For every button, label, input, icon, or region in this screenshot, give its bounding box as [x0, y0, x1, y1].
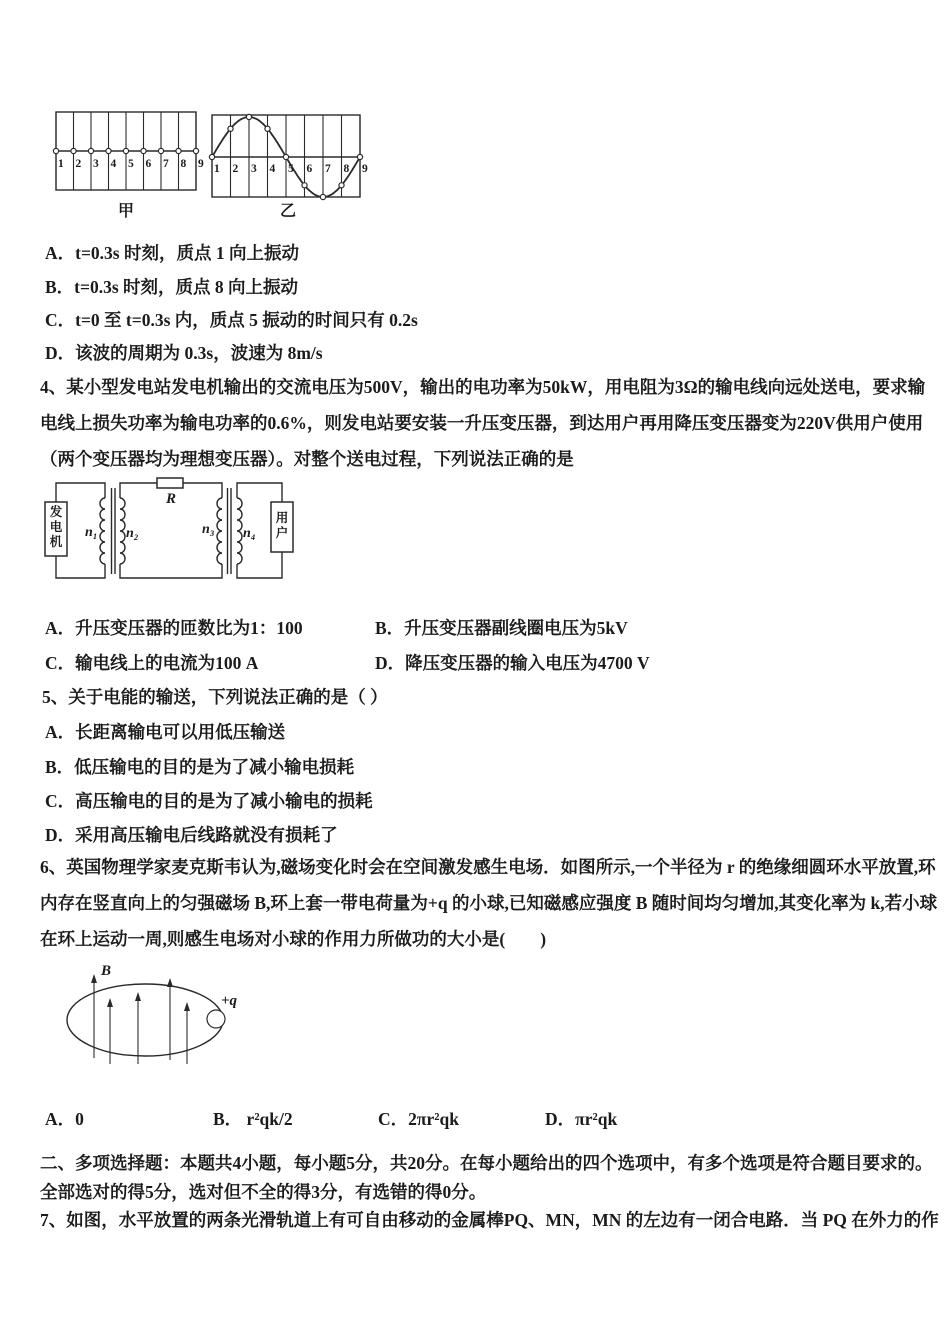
svg-text:7: 7	[163, 158, 169, 170]
svg-text:5: 5	[288, 163, 294, 175]
q6-option-b: B． r²qk/2	[213, 1109, 293, 1129]
svg-text:6: 6	[306, 163, 313, 175]
svg-text:3: 3	[251, 163, 257, 175]
coil-n4-label: n₄	[243, 526, 256, 541]
coil-n2	[120, 498, 125, 564]
gen-loop-bottom-wire	[56, 556, 105, 578]
svg-text:4: 4	[269, 163, 276, 175]
line-bottom-wire	[120, 564, 222, 578]
jia-panel	[53, 112, 204, 220]
user-label: 用户	[275, 511, 289, 540]
svg-text:9: 9	[198, 158, 204, 170]
svg-text:9: 9	[362, 163, 368, 175]
q4-stem-line-3: （两个变压器均为理想变压器）。对整个送电过程，下列说法正确的是	[40, 449, 574, 469]
q5-option-c: C．高压输电的目的是为了减小输电的损耗	[45, 791, 373, 811]
svg-text:1: 1	[214, 163, 220, 175]
svg-text:5: 5	[128, 158, 134, 170]
coil-n2-label: n₂	[126, 526, 139, 541]
q6-option-a: A．0	[45, 1109, 84, 1129]
q4-stem-line-1: 4、某小型发电站发电机输出的交流电压为500V，输出的电功率为50kW，用电阻为3Ω的输电线向远处送电，要求输	[40, 377, 926, 397]
q3-option-b: B．t=0.3s 时刻，质点 8 向上振动	[45, 277, 299, 297]
q4-option-c: C．输电线上的电流为100 A	[45, 653, 259, 673]
yi-label: 乙	[279, 203, 297, 220]
q4-option-a: A．升压变压器的匝数比为1：100	[45, 618, 303, 638]
q4-stem-line-2: 电线上损失功率为输电功率的0.6%，则发电站要安装一升压变压器，到达用户再用降压变压器变为220V供用户使用	[40, 413, 924, 433]
line-top-wire-right	[183, 483, 222, 498]
user-loop-bottom-wire	[237, 552, 282, 578]
ring-ellipse	[67, 984, 223, 1056]
svg-text:3: 3	[93, 158, 99, 170]
charge-ball	[207, 1010, 225, 1028]
resistor-label: R	[166, 491, 177, 507]
field-arrowhead-2	[107, 998, 113, 1007]
q5-option-a: A．长距离输电可以用低压输送	[45, 722, 286, 742]
line-resistor	[157, 478, 183, 488]
coil-n3-label: n₃	[202, 522, 215, 537]
q6-stem-line-3: 在环上运动一周,则感生电场对小球的作用力所做功的大小是( )	[40, 929, 547, 949]
generator-label: 发电机	[49, 505, 63, 549]
gen-loop-top-wire	[56, 483, 105, 502]
jia-label: 甲	[117, 203, 135, 220]
user-loop-top-wire	[237, 483, 282, 502]
svg-text:8: 8	[343, 163, 350, 175]
circuit-figure	[35, 470, 305, 600]
coil-n1-label: n₁	[85, 525, 98, 540]
q6-option-c: C．2πr²qk	[378, 1109, 459, 1129]
q5-option-d: D．采用高压输电后线路就没有损耗了	[45, 825, 338, 845]
q3-option-a: A．t=0.3s 时刻，质点 1 向上振动	[45, 243, 299, 263]
q6-option-d: D．πr²qk	[545, 1109, 618, 1129]
q5-stem: 5、关于电能的输送，下列说法正确的是（ ）	[42, 687, 388, 707]
q6-stem-line-2: 内存在竖直向上的匀强磁场 B,环上套一带电荷量为+q 的小球,已知磁感应强度 B 随时间均匀增加,其变化率为 k,若小球	[40, 893, 938, 913]
field-arrowhead-3	[135, 992, 141, 1001]
yi-panel	[209, 114, 368, 220]
field-label: B	[101, 963, 112, 979]
section2-header-line-2: 全部选对的得5分，选对但不全的得3分，有选错的得0分。	[40, 1182, 487, 1202]
coil-n1	[100, 498, 105, 564]
wave-figure	[50, 104, 372, 222]
svg-text:7: 7	[325, 163, 331, 175]
q7-stem-line-1: 7、如图，水平放置的两条光滑轨道上有可自由移动的金属棒PQ、MN，MN 的左边有一闭合电路．当 PQ 在外力的作	[40, 1210, 939, 1230]
svg-text:2: 2	[232, 163, 239, 175]
coil-n4	[237, 498, 242, 564]
q5-option-b: B．低压输电的目的是为了减小输电损耗	[45, 757, 355, 777]
q4-option-d: D．降压变压器的输入电压为4700 V	[375, 653, 650, 673]
svg-text:8: 8	[180, 158, 187, 170]
ring-figure	[45, 958, 265, 1078]
q3-option-c: C．t=0 至 t=0.3s 内，质点 5 振动的时间只有 0.2s	[45, 310, 418, 330]
field-arrowhead-4	[167, 978, 173, 987]
q4-option-b: B．升压变压器副线圈电压为5kV	[375, 618, 628, 638]
line-top-wire-left	[120, 483, 157, 498]
q6-stem-line-1: 6、英国物理学家麦克斯韦认为,磁场变化时会在空间激发感生电场．如图所示,一个半径为 r 的绝缘细圆环水平放置,环	[40, 857, 936, 877]
coil-n3	[217, 498, 222, 564]
q3-option-d: D．该波的周期为 0.3s，波速为 8m/s	[45, 343, 323, 363]
section2-header-line-1: 二、多项选择题：本题共4小题，每小题5分，共20分。在每小题给出的四个选项中，有多个选项是符合题目要求的。	[40, 1153, 933, 1173]
jia-points	[53, 148, 204, 170]
charge-label: +q	[221, 993, 238, 1009]
svg-text:2: 2	[75, 158, 82, 170]
field-arrowhead-5	[184, 1002, 190, 1011]
field-arrows	[91, 974, 190, 1064]
svg-text:6: 6	[145, 158, 152, 170]
svg-text:4: 4	[110, 158, 117, 170]
field-arrowhead-1	[91, 974, 97, 983]
svg-text:1: 1	[58, 158, 64, 170]
